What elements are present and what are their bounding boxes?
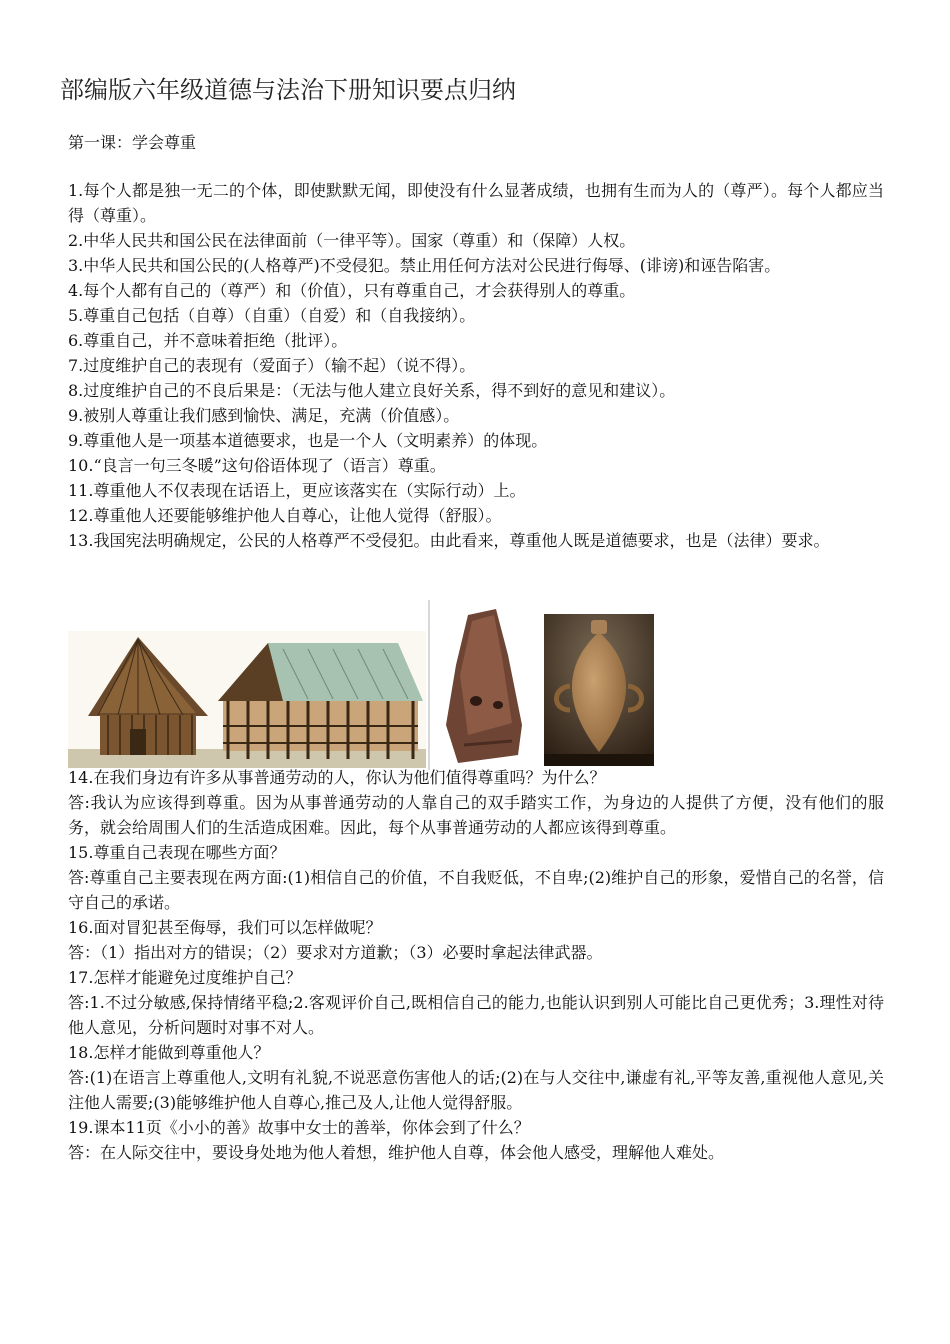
knowledge-points-list	[68, 178, 884, 553]
list-item: 3.中华人民共和国公民的(人格尊严)不受侵犯。禁止用任何方法对公民进行侮辱、(诽谤)和诬告陷害。	[68, 256, 781, 275]
question: 18.怎样才能做到尊重他人？	[68, 1043, 270, 1062]
list-item: 9.尊重他人是一项基本道德要求，也是一个人（文明素养）的体现。	[68, 431, 548, 450]
answer: 答：在人际交往中，要设身处地为他人着想，维护他人自尊，体会他人感受，理解他人难处。	[68, 1143, 725, 1162]
list-item: 10.“良言一句三冬暖”这句俗语体现了（语言）尊重。	[68, 456, 446, 475]
question: 17.怎样才能避免过度维护自己？	[68, 968, 302, 987]
list-item: 2.中华人民共和国公民在法律面前（一律平等）。国家（尊重）和（保障）人权。	[68, 231, 636, 250]
bone-tool-photo	[438, 605, 534, 765]
qa-list	[68, 765, 884, 1165]
list-item: 9.被别人尊重让我们感到愉快、满足，充满（价值感）。	[68, 406, 460, 425]
question: 19.课本11页《小小的善》故事中女士的善举，你体会到了什么？	[68, 1118, 530, 1137]
question: 15.尊重自己表现在哪些方面？	[68, 843, 286, 862]
list-item: 13.我国宪法明确规定，公民的人格尊严不受侵犯。由此看来，尊重他人既是道德要求，也是（法律）要求。	[68, 531, 830, 550]
list-item: 1.每个人都是独一无二的个体，即使默默无闻，即使没有什么显著成绩，也拥有生而为人的（尊严）。每个人都应当得（尊重）。	[68, 181, 884, 225]
lesson-heading: 第一课：学会尊重	[68, 133, 197, 152]
answer: 答:(1)在语言上尊重他人,文明有礼貌,不说恶意伤害他人的话;(2)在与人交往中,谦虚有礼,平等友善,重视他人意见,关注他人需要;(3)能够维护他人自尊心,推己及人,让他人觉得舒服。	[68, 1068, 884, 1112]
answer: 答:尊重自己主要表现在两方面:(1)相信自己的价值，不自我贬低，不自卑;(2)维护自己的形象，爱惜自己的名誉，信守自己的承诺。	[68, 868, 884, 912]
list-item: 7.过度维护自己的表现有（爱面子）（输不起）（说不得）。	[68, 356, 476, 375]
question: 14.在我们身边有许多从事普通劳动的人，你认为他们值得尊重吗？为什么？	[68, 768, 606, 787]
list-item: 4.每个人都有自己的（尊严）和（价值），只有尊重自己，才会获得别人的尊重。	[68, 281, 636, 300]
page-title: 部编版六年级道德与法治下册知识要点归纳	[60, 76, 516, 104]
huts-illustration	[68, 631, 426, 768]
list-item: 12.尊重他人还要能够维护他人自尊心，让他人觉得（舒服）。	[68, 506, 502, 525]
list-item: 6.尊重自己，并不意味着拒绝（批评）。	[68, 331, 348, 350]
list-item: 8.过度维护自己的不良后果是：（无法与他人建立良好关系，得不到好的意见和建议）。	[68, 381, 676, 400]
list-item: 5.尊重自己包括（自尊）（自重）（自爱）和（自我接纳）。	[68, 306, 476, 325]
answer: 答:我认为应该得到尊重。因为从事普通劳动的人靠自己的双手踏实工作，为身边的人提供了方便，没有他们的服务，就会给周围人们的生活造成困难。因此，每个从事普通劳动的人都应该得到尊重。	[68, 793, 884, 837]
list-item: 11.尊重他人不仅表现在话语上，更应该落实在（实际行动）上。	[68, 481, 526, 500]
question: 16.面对冒犯甚至侮辱，我们可以怎样做呢？	[68, 918, 382, 937]
image-divider	[428, 600, 430, 770]
answer: 答:1.不过分敏感,保持情绪平稳;2.客观评价自己,既相信自己的能力,也能认识到别人可能比自己更优秀；3.理性对待他人意见，分析问题时对事不对人。	[68, 993, 884, 1037]
pottery-vase-photo	[544, 614, 654, 766]
answer: 答：（1）指出对方的错误；（2）要求对方道歉；（3）必要时拿起法律武器。	[68, 943, 603, 962]
